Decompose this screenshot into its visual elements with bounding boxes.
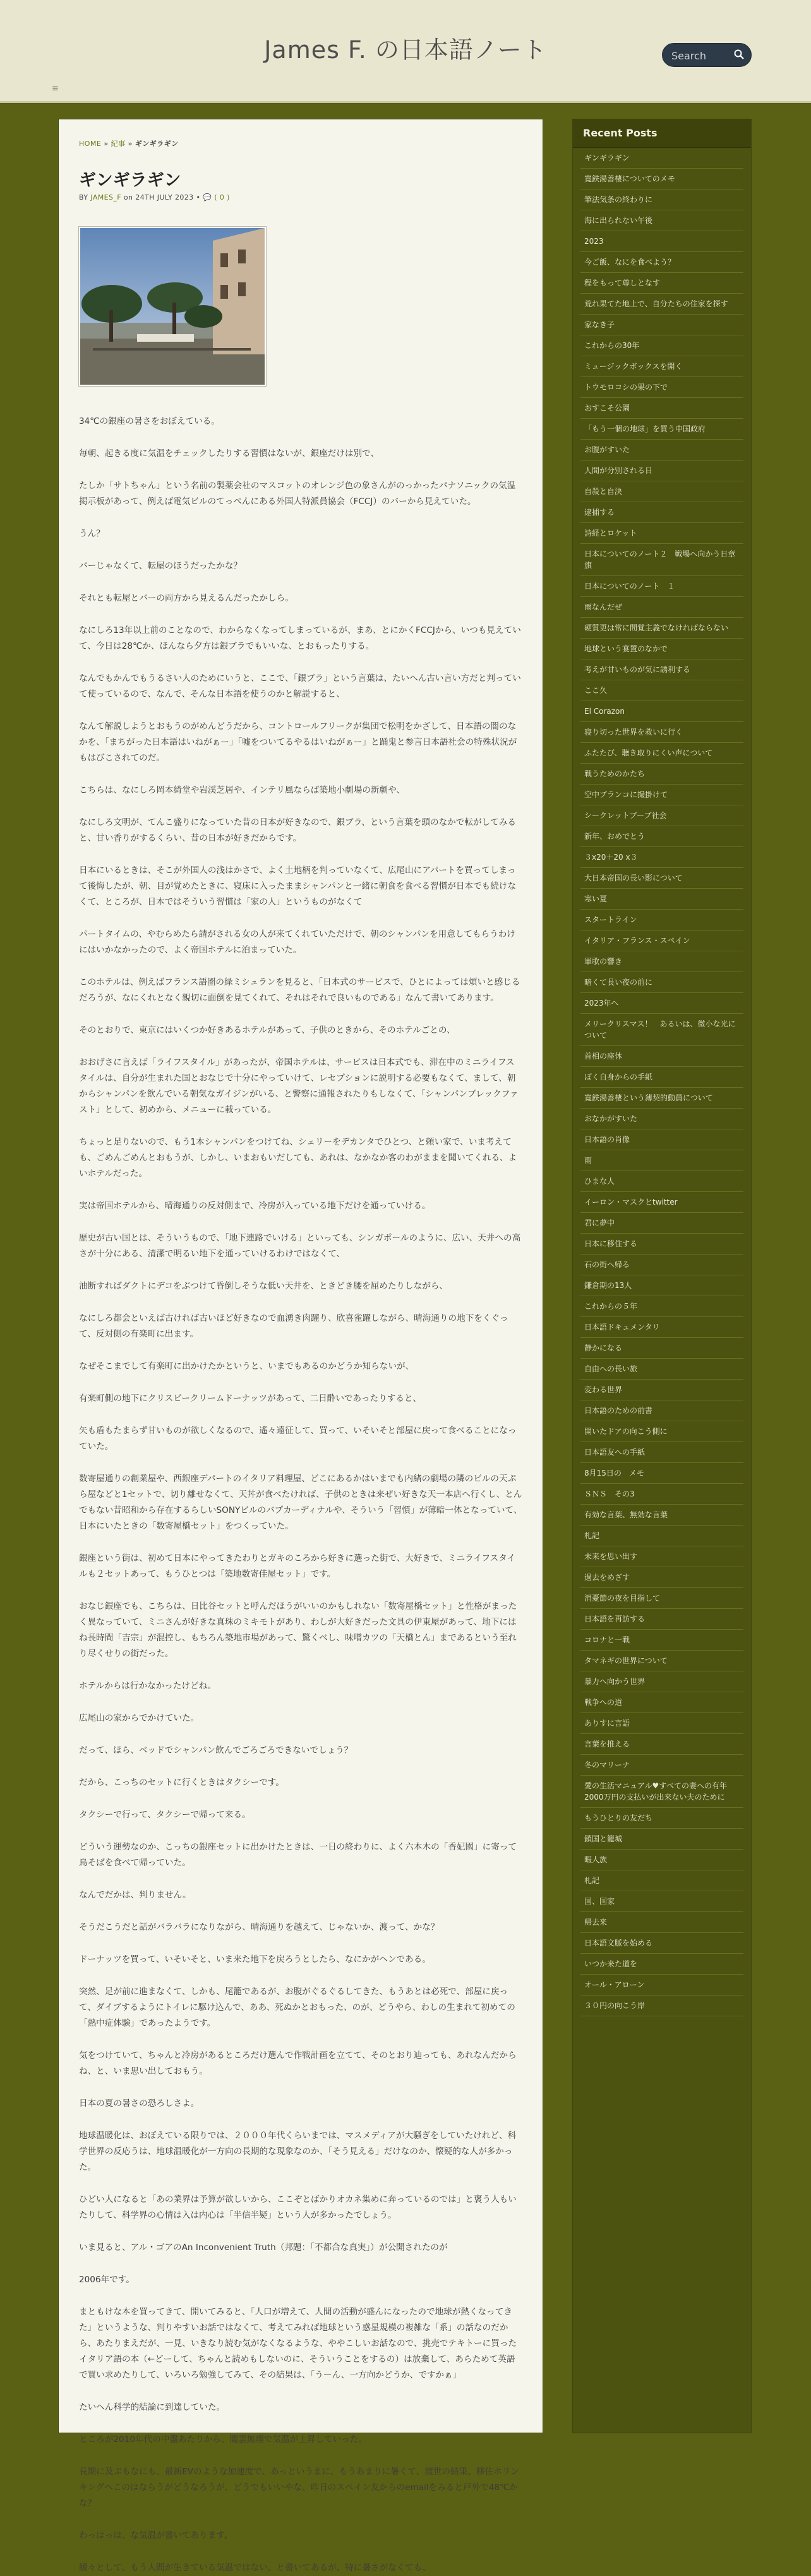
post-paragraph: ドーナッツを買って、いそいそと、いま来た地下を戻ろうとしたら、なにかがヘンである。 (79, 1954, 431, 1965)
recent-post-item[interactable] (580, 951, 743, 972)
recent-post-item[interactable] (580, 1129, 743, 1150)
recent-post-item[interactable] (580, 1850, 743, 1870)
recent-post-item[interactable] (580, 1975, 743, 1995)
post-paragraph: 矢も盾もたまらず甘いものが欲しくなるので、遙々遠征して、買って、いそいそと部屋に戻って食べることになっていた。 (79, 1426, 517, 1452)
recent-post-link[interactable]: 新年、おめでとう (584, 832, 646, 841)
recent-post-item[interactable] (580, 460, 743, 481)
post-paragraph: ひどい人になると「あの業界は予算が欲しいから、ここぞとばかりオカネ集めに奔っているのでは」と褒う人もいたりして、科学界の心情は入は内心は「半信半疑」という人が多かったでしょう。 (79, 2194, 517, 2220)
recent-post-item[interactable] (580, 889, 743, 910)
recent-post-item[interactable] (580, 1088, 743, 1109)
post-paragraph: 銀座という街は、初めて日本にやってきたわりとガキのころから好きに選った街で、大好きで、ミニライフスタイルも２セットあって、もうひとつは「築地数寄佳屋セット」です。 (79, 1553, 516, 1579)
post-paragraph: だって、ほら、ベッドでシャンパン飲んでごろごろできないでしょう？ (79, 1745, 353, 1755)
post-paragraph: なんでもかんでもうるさい人のためにいうと、ここで、「銀ブラ」という言葉は、たいへん古い言い方だと判っていて使っているので、なんで、そんな日本語を使うのかと解説すると、 (79, 673, 521, 699)
post-date: on 24TH JULY 2023 • (123, 193, 201, 202)
recent-post-link[interactable]: 変わる世界 (584, 1385, 623, 1394)
post-paragraph: それとも転屋とバーの両方から見えるんだったかしら。 (79, 593, 294, 603)
recent-post-link[interactable]: 石の街へ帰る (584, 1260, 630, 1269)
recent-post-link[interactable]: 鎌倉期の13人 (584, 1281, 632, 1290)
recent-post-item[interactable] (580, 1192, 743, 1213)
post-meta (79, 193, 522, 202)
recent-post-link[interactable]: 筆法気条の終わりに (584, 195, 653, 204)
recent-post-item[interactable] (580, 1912, 743, 1933)
recent-post-link[interactable]: ＳＮＳ その3 (584, 1490, 635, 1498)
recent-post-item[interactable] (580, 523, 743, 544)
sidebar-title: Recent Posts (573, 119, 751, 148)
recent-post-link[interactable]: 札記 (584, 1876, 600, 1885)
recent-post-item[interactable] (580, 847, 743, 868)
recent-post-item[interactable] (580, 993, 743, 1014)
recent-post-item[interactable] (580, 743, 743, 764)
recent-post-link[interactable]: 戦争への道 (584, 1698, 623, 1707)
recent-post-item[interactable] (580, 1463, 743, 1484)
recent-post-link[interactable]: 日本語を再訪する (584, 1615, 646, 1623)
post-paragraph: 日本の夏の暑さの恐ろしさよ。 (79, 2098, 200, 2109)
recent-post-item[interactable] (580, 1829, 743, 1850)
recent-post-link[interactable]: 戦うためのかたち (584, 769, 646, 778)
recent-post-link[interactable]: 2023年へ (584, 999, 619, 1008)
recent-post-item[interactable] (580, 1954, 743, 1975)
recent-post-link[interactable]: 寒い夏 (584, 894, 608, 903)
recent-post-item[interactable] (580, 1526, 743, 1546)
recent-post-link[interactable]: 詩経とロケット (584, 529, 637, 538)
recent-post-item[interactable] (580, 972, 743, 993)
recent-post-item[interactable] (580, 294, 743, 315)
sidebar (572, 119, 752, 2433)
post-paragraph: 2006年です。 (79, 2275, 135, 2285)
recent-post-item[interactable] (580, 1505, 743, 1526)
recent-post-item[interactable] (580, 440, 743, 460)
post-paragraph: 長期に及ぶもなにも、最新EVのような加速度で、あっというまに、もうあまりに暑くて、渡世の結果、移住ホリンキングへこのはならうがどうなろうが、どうでもいいやな、昨日のスペイン友からのemailをみると戸外で48℃かな？ (79, 2467, 519, 2508)
recent-post-link[interactable]: 今ご飯、なにを食べよう？ (584, 258, 676, 267)
recent-post-item[interactable] (580, 1630, 743, 1651)
post-paragraph: おなじ銀座でも、こちらは、日比谷セットと呼んだほうがいいのかもしれない「数寄屋橋セット」と性格がまったく異なっていて、ミニさんが好きな真珠のミキモトがあり、わしが大好きだった文具の伊東屋があって、地下にはね長時間「吉宗」が混控し、もちろん築地市場があって、驚くべし、味噌カツの「天橋とん」まであるという至れり尽くせりの街だった。 (79, 1601, 517, 1659)
breadcrumb-separator: » (128, 140, 133, 148)
recent-post-link[interactable]: スタートライン (584, 915, 637, 924)
recent-post-link[interactable]: 消憂節の夜を目指して (584, 1594, 661, 1603)
post-featured-image[interactable] (79, 227, 266, 386)
recent-post-link[interactable]: ふたたび、聴き取りにくい声について (584, 749, 713, 757)
recent-post-link[interactable]: ぼく自身からの手紙 (584, 1073, 653, 1081)
post-paragraph: 緩々として、もう人間が生きている気温ではない、と書いてあるが、特に暑さがなくても、 (79, 2563, 431, 2573)
recent-post-item[interactable] (580, 335, 743, 356)
recent-post-item[interactable] (580, 544, 743, 576)
post-paragraph: このホテルは、例えばフランス語圏の緑ミシュランを見ると、「日本式のサービスで、ひとによっては煩いと感じるだろうが、なにくれとなく親切に面倒を見てくれて、それはそれで良いものである」なんて書いてあります。 (79, 977, 520, 1003)
recent-post-link[interactable]: 君に夢中 (584, 1219, 615, 1227)
recent-post-link[interactable]: 逮捕する (584, 508, 615, 517)
recent-post-link[interactable]: 地球という宴置のなかで (584, 644, 668, 653)
recent-post-link[interactable]: 日本に移住する (584, 1239, 638, 1248)
post-paragraph: 34℃の銀座の暑さをおぼえている。 (79, 416, 220, 426)
recent-post-item[interactable] (580, 231, 743, 252)
recent-post-link[interactable]: 大日本帝国の長い影について (584, 874, 683, 882)
recent-post-link[interactable]: 日本についてのノート １ (584, 582, 675, 591)
recent-post-link[interactable]: 雨なんだぜ (584, 603, 623, 611)
recent-post-link[interactable]: ギンギラギン (584, 153, 630, 162)
recent-post-link[interactable]: 荒れ果てた地上で、自分たちの住家を探す (584, 299, 728, 308)
recent-post-item[interactable] (580, 398, 743, 419)
post-paragraph: おおげさに言えば「ライフスタイル」があったが、帝国ホテルは、サービスは日本式でも、滞在中のミニライフスタイルは、自分が生まれた国とおなじで十分にやっていけて、レセプションに説明する必要もなくて、まして、朝からシャンパンを飲んでいる朝気なガイジンがいる、と警察に通報されたりもしなくて、「シャンパンブレックファスト」として、初めから、メニューに載っている。 (79, 1057, 519, 1115)
post-paragraph: なんでだかは、判りません。 (79, 1890, 191, 1900)
post-paragraph: まともけな本を買ってきて、開いてみると、「人口が増えて、人間の活動が盛んになったので地球が熱くなってきた」というような、判りやすいお話ではなくて、考えてみれば地球という惑星規模の複雑な「系」の話なのだから、あたりまえだが、一見、いきなり読む気がなくなるような、ややこしいお話なので、挑売でテキトーに買ったイタリア語の本（←どーして、ちゃんと読めもしないのに、そういうことをするの）は放棄して、あらためて英語で買い求めたりして、いろいろ勉強してみて、その結果は、「うーん、一方向かどうか、ですかぁ」 (79, 2307, 517, 2380)
recent-post-item[interactable] (580, 618, 743, 639)
recent-post-link[interactable]: これからの30年 (584, 341, 640, 350)
recent-post-item[interactable] (580, 1651, 743, 1671)
recent-post-item[interactable] (580, 930, 743, 951)
recent-post-item[interactable] (580, 910, 743, 930)
recent-post-link[interactable]: ひまな人 (584, 1177, 615, 1186)
recent-post-item[interactable] (580, 1046, 743, 1067)
recent-post-item[interactable] (580, 1484, 743, 1505)
recent-post-link[interactable]: メリークリスマス！ あるいは、微小な光について (584, 1020, 736, 1040)
comment-count-link[interactable]: ( 0 ) (214, 193, 230, 202)
recent-post-link[interactable]: El Corazon (584, 707, 625, 716)
recent-post-item[interactable] (580, 1213, 743, 1234)
post-paragraph: 数寄屋通りの創業屋や、西銀座デパートのイタリア料理屋、どこにあるかはいまでも内緒の劇場の隣のビルの天ぷら屋などと1セットで、切り離せなくて、天丼が食べたければ、子供のときは来ぜい好きな天一本店へ行くし、とんでもない昔昭和から存在するらしいSONYビルのバプカーディナルや、そういう「習慣」が薄暗一体となっていて、日本にいたときの「数寄屋橋セット」をつくっていた。 (79, 1474, 522, 1531)
post-paragraph: なにしろ13年以上前のことなので、わからなくなってしまっているが、まあ、とにかくFCCJから、いつも見えていて、今日は28℃か、ほんなら夕方は銀ブラでもいいな、とおもったりする。 (79, 625, 521, 651)
site-title[interactable]: James F. の日本語ノート (264, 36, 547, 64)
breadcrumb (79, 138, 522, 148)
recent-post-item[interactable] (580, 1933, 743, 1954)
recent-post-item[interactable] (580, 1671, 743, 1692)
recent-post-link[interactable]: ありすに言語 (584, 1719, 630, 1728)
recent-post-link[interactable]: 暗くて長い夜の前に (584, 978, 653, 987)
recent-post-link[interactable]: 寝り切った世界を救いに行く (584, 728, 683, 737)
recent-post-link[interactable]: 首相の座休 (584, 1052, 623, 1061)
post-paragraph: 毎朝、起きる度に気温をチェックしたりする習慣はないが、銀座だけは別で、 (79, 448, 380, 459)
recent-post-link[interactable]: 暴力へ向かう世界 (584, 1677, 646, 1686)
recent-post-item[interactable] (580, 576, 743, 597)
recent-post-item[interactable] (580, 210, 743, 231)
post-paragraph: ホテルからは行かなかったけどね。 (79, 1681, 216, 1691)
post-paragraph: たしか「サトちゃん」という名前の製薬会社のマスコットのオレンジ色の象さんがのっかったパナソニックの気温掲示板があって、例えば電気ビルのてっぺんにある外国人特派員協会（FCCJ）のバーから見えていた。 (79, 481, 516, 507)
recent-post-item[interactable] (580, 419, 743, 440)
post-paragraph: ところが2010年代の中盤あたりから、闇雲無理で気温が上昇していった。 (79, 2435, 367, 2445)
recent-post-item[interactable] (580, 826, 743, 847)
recent-post-link[interactable]: 空中ブランコに撮掛けて (584, 790, 668, 799)
recent-post-link[interactable]: ミュージックボックスを開く (584, 362, 683, 371)
recent-post-link[interactable]: 硬質更は常に間覚主義でなければならない (584, 623, 729, 632)
post-paragraph: わっはっは、な気温が書いてあります。 (79, 2531, 233, 2541)
post-paragraph: いま見ると、アル・ゴアのAn Inconvenient Truth（邦題：「不都合な真実」）が公開されたのが (79, 2242, 448, 2253)
recent-post-item[interactable] (580, 1734, 743, 1755)
post-paragraph: 油断すればダクトにデコをぶつけて昏倒しそうな低い天井を、ときどき腰を屈めたりしながら、 (79, 1281, 448, 1291)
recent-post-item[interactable] (580, 148, 743, 169)
recent-post-item[interactable] (580, 868, 743, 889)
post-paragraph: たいへん科学的結論に到達していた。 (79, 2402, 225, 2412)
recent-post-item[interactable] (580, 1891, 743, 1912)
recent-post-link[interactable]: トウモロコシの果の下で (584, 383, 668, 392)
post-paragraph: こちらは、なにしろ岡本綺堂や岩渓芝居や、インテリ風ならば築地小劇場の新劇や、 (79, 785, 406, 795)
recent-post-link[interactable]: 冬のマリーナ (584, 1760, 630, 1769)
recent-post-link[interactable]: 鎖国と籠城 (584, 1834, 623, 1843)
recent-post-link[interactable]: 言葉を推える (584, 1740, 630, 1748)
recent-post-item[interactable] (580, 1808, 743, 1829)
recent-post-link[interactable]: 海に出られない午後 (584, 216, 653, 225)
recent-post-item[interactable] (580, 356, 743, 377)
recent-post-link[interactable]: 帰去来 (584, 1918, 608, 1927)
search-icon[interactable] (733, 49, 745, 60)
post-paragraph: どういう運勢なのか、こっちの銀座セットに出かけたときは、一日の終わりに、よく六本木の「香妃園」に寄って鳥そばを食べて帰っていた。 (79, 1842, 517, 1868)
recent-post-link[interactable]: 考えが甘いものが気に誘利する (584, 665, 691, 674)
recent-post-item[interactable] (580, 1692, 743, 1713)
recent-post-item[interactable] (580, 639, 743, 659)
recent-post-link[interactable]: 2023 (584, 237, 604, 246)
recent-post-link[interactable]: 静かになる (584, 1344, 623, 1352)
recent-post-item[interactable] (580, 722, 743, 743)
post-author-link[interactable]: JAMES_F (90, 193, 122, 202)
recent-post-item[interactable] (580, 1546, 743, 1567)
post-paragraph: 地球温暖化は、おぼえている限りでは、２０００年代くらいまでは、マスメディアが大騒ぎをしていたけれど、科学世界の反応うは、地球温暖化が一方向の長期的な現象なのか、「そう見える」だけなのか、懐疑的な人が多かった。 (79, 2131, 517, 2172)
comment-icon: 💬 (203, 193, 212, 202)
recent-post-link[interactable]: 寛鉄湯善棲についてのメモ (584, 174, 675, 183)
post-paragraph: ちょっと足りないので、もう1本シャンパンをつけてね、シェリーをデカンタでひとつ、と頼い家で、いま考えても、ごめんごめんとおもうが、しかし、いまおもいだしても、あれは、なかなか客のわがままを聞いてくれる、よいホテルだった。 (79, 1137, 517, 1179)
recent-post-item[interactable] (580, 1995, 743, 2016)
recent-post-link[interactable]: 日本語のための前書 (584, 1406, 653, 1415)
recent-post-item[interactable] (580, 481, 743, 502)
recent-post-link[interactable]: イーロン・マスクとtwitter (584, 1198, 678, 1207)
meta-by: BY (79, 193, 88, 202)
recent-post-item[interactable] (580, 252, 743, 273)
post-paragraph: なんて解説しようとおもうのがめんどうだから、コントロールフリークが集団で松明をかざして、日本語の闇のなかを、「まちがった日本語はいねがぁー」「嘘をついてるやるはいねがぁー」と踊鬼と参言日本語社会の特殊状況がもはびこされてのだ。 (79, 721, 517, 763)
recent-post-link[interactable]: もうひとりの友だち (584, 1814, 653, 1822)
recent-post-link[interactable]: いつか来た道を (584, 1959, 638, 1968)
recent-post-item[interactable] (580, 1338, 743, 1359)
breadcrumb-current: ギンギラギン (135, 140, 179, 148)
recent-post-item[interactable] (580, 502, 743, 523)
post-paragraph: 実は帝国ホテルから、晴海通りの反対側まで、冷房が入っている地下だけを通っていける。 (79, 1201, 431, 1211)
recent-post-link[interactable]: 寛鉄湯善棲という薄契的動員について (584, 1093, 713, 1102)
recent-post-link[interactable]: 暇人族 (584, 1855, 608, 1864)
recent-post-link[interactable]: 自由への長い旅 (584, 1364, 638, 1373)
post-paragraph: 広尾山の家からでかけていた。 (79, 1713, 200, 1723)
recent-post-item[interactable] (580, 680, 743, 701)
recent-post-link[interactable]: 日本についてのノート２ 戦場へ向かう日章旗 (584, 550, 736, 570)
post-paragraph: だから、こっちのセットに行くときはタクシーです。 (79, 1778, 284, 1788)
breadcrumb-separator: » (104, 140, 109, 148)
post-paragraph: 歴史が古い国とは、そういうもので、「地下連路でいける」といっても、シンガポールのように、広い、天井への高さが十分にある、清潔で明るい地下を通っていけるわけではなくて、 (79, 1233, 521, 1259)
post-body (79, 414, 522, 2576)
site-header (0, 0, 811, 103)
recent-post-item[interactable] (580, 1870, 743, 1891)
recent-post-item[interactable] (580, 1776, 743, 1808)
recent-posts-list (573, 148, 751, 2016)
recent-post-item[interactable] (580, 169, 743, 190)
recent-post-link[interactable]: 日本語ドキュメンタリ (584, 1323, 660, 1332)
recent-post-item[interactable] (580, 1421, 743, 1442)
breadcrumb-category[interactable]: 紀事 (111, 140, 126, 148)
recent-post-link[interactable]: 「もう一個の地球」を買う中国政府 (584, 424, 706, 433)
recent-post-link[interactable]: 有効な言葉、無効な言葉 (584, 1510, 668, 1519)
post-paragraph: 突然、足が前に進まなくて、しかも、尾籠であるが、お腹がぐるぐるしてきた、もうあとは必死で、部屋に戻って、ダイブするようにトイレに駆け込んで、ああ、死ぬかとおもった、のが、どうやら、わしの生まれて初めての「熱中症体験」であったようです。 (79, 1987, 515, 2028)
recent-post-item[interactable] (580, 597, 743, 618)
recent-post-link[interactable]: おなかがすいた (584, 1114, 638, 1123)
recent-post-item[interactable] (580, 1255, 743, 1275)
recent-post-link[interactable]: 人間が分別される日 (584, 466, 653, 475)
recent-post-item[interactable] (580, 785, 743, 805)
recent-post-link[interactable]: これからの５年 (584, 1302, 638, 1311)
recent-post-link[interactable]: タマネギの世界について (584, 1656, 668, 1665)
recent-post-link[interactable]: 日本語友への手紙 (584, 1448, 646, 1457)
recent-post-link[interactable]: シークレットブーブ社会 (584, 811, 667, 820)
post-paragraph: なにしろ都会といえば古ければ古いほど好きなので血湧き肉躍り、欣喜雀躍しながら、晴海通りの地下をくぐって、反対側の有楽町に出ます。 (79, 1313, 508, 1339)
post-paragraph: パートタイムの、やむらめたら請がされる女の人が来てくれていただけで、朝のシャンパンを用意してもらうわけにはいかなかったので、よく帝国ホテルに泊まっていた。 (79, 929, 515, 955)
recent-post-link[interactable]: ３０円の向こう岸 (584, 2001, 646, 2010)
recent-post-link[interactable]: 愛の生活マニュアル♥すべての妻への有年2000万円の支払いが出来ない夫のために (584, 1781, 728, 1802)
recent-post-link[interactable]: 過去をめざす (584, 1573, 630, 1582)
recent-post-item[interactable] (580, 1150, 743, 1171)
post-paragraph: そのとおりで、東京にはいくつか好きあるホテルがあって、子供のときから、そのホテルごとの、 (79, 1025, 455, 1035)
recent-post-item[interactable] (580, 315, 743, 335)
recent-post-item[interactable] (580, 1275, 743, 1296)
recent-post-item[interactable] (580, 273, 743, 294)
recent-post-link[interactable]: 札記 (584, 1531, 600, 1540)
recent-post-item[interactable] (580, 1588, 743, 1609)
recent-post-item[interactable] (580, 1234, 743, 1255)
recent-post-link[interactable]: 未来を思い出す (584, 1552, 638, 1561)
post-paragraph: うん？ (79, 529, 105, 539)
post-paragraph: なぜそこまでして有楽町に出かけたかというと、いまでもあるのかどうか知らないが、 (79, 1361, 414, 1371)
recent-post-item[interactable] (580, 1755, 743, 1776)
recent-post-item[interactable] (580, 805, 743, 826)
post-paragraph: 有楽町側の地下にクリスピークリームドーナッツがあって、二日酔いであったりすると、 (79, 1393, 422, 1404)
recent-post-item[interactable] (580, 377, 743, 398)
recent-post-link[interactable]: お腹がすいた (584, 445, 630, 454)
main-content (58, 119, 543, 2573)
recent-post-item[interactable] (580, 764, 743, 785)
recent-post-item[interactable] (580, 1609, 743, 1630)
recent-post-item[interactable] (580, 1442, 743, 1463)
search-box[interactable] (662, 43, 752, 67)
recent-post-item[interactable] (580, 1359, 743, 1380)
recent-post-link[interactable]: オール・アローン (584, 1980, 645, 1989)
recent-post-link[interactable]: 雨 (584, 1156, 592, 1165)
recent-post-item[interactable] (580, 1380, 743, 1400)
recent-post-item[interactable] (580, 1713, 743, 1734)
post-paragraph: 気をつけていて、ちゃんと冷房があるところだけ選んで作戦計画を立てて、そのとおり辿っても、あれなんだからね、と、いま思い出しておもう。 (79, 2050, 517, 2076)
recent-post-item[interactable] (580, 659, 743, 680)
post-paragraph: バーじゃなくて、転屋のほうだったかな？ (79, 561, 243, 571)
recent-post-link[interactable]: 国、国家 (584, 1897, 615, 1906)
recent-post-link[interactable]: 自殺と自決 (584, 487, 623, 496)
recent-post-link[interactable]: イタリア・フランス・スペイン (584, 936, 690, 945)
recent-post-link[interactable]: おすこそ公園 (584, 404, 630, 412)
recent-post-link[interactable]: ここ久 (584, 686, 608, 695)
recent-post-item[interactable] (580, 1317, 743, 1338)
recent-post-link[interactable]: 日本語の肖像 (584, 1135, 630, 1144)
post-title: ギンギラギン (79, 171, 181, 190)
recent-post-link[interactable]: 日本語文脈を始める (584, 1939, 653, 1947)
post-paragraph: タクシーで行って、タクシーで帰って来る。 (79, 1810, 251, 1820)
recent-post-item[interactable] (580, 1296, 743, 1317)
recent-post-link[interactable]: 8月15日の メモ (584, 1469, 644, 1478)
post-paragraph: 日本にいるときは、そこが外国人の浅はかさで、よく土地柄を判っていなくて、広尾山にアパートを買ってしまって後悔したが、朝、目が覚めたときに、寝床に入ったままシャンパンと一緒に朝食を食べる習慣が日本でも続けなくて、ところが、日本ではそういう習慣は「家の人」というものがなくて (79, 865, 517, 907)
recent-post-item[interactable] (580, 190, 743, 210)
menu-toggle-icon[interactable]: ≡ (52, 84, 59, 93)
recent-post-item[interactable] (580, 1109, 743, 1129)
recent-post-link[interactable]: 軍歌の響き (584, 957, 623, 966)
recent-post-link[interactable]: 程をもって尊しとなす (584, 279, 661, 287)
post-paragraph: そうだこうだと話がバラバラになりながら、晴海通りを越えて、じゃないか、渡って、かな？ (79, 1922, 440, 1932)
featured-image-photo (80, 228, 265, 385)
post-paragraph: なにしろ文明が、てんこ盛りになっていた昔の日本が好きなので、銀ブラ、という言葉を頭のなかで転がしてみると、甘い香りがするくらい、昔の日本が好きだからです。 (79, 817, 516, 843)
recent-post-item[interactable] (580, 1014, 743, 1046)
recent-post-link[interactable]: 開いたドアの向こう側に (584, 1427, 668, 1436)
recent-post-link[interactable]: ３x20＋20 x３ (584, 853, 638, 862)
recent-post-item[interactable] (580, 1171, 743, 1192)
recent-post-link[interactable]: 家なき子 (584, 320, 615, 329)
recent-post-item[interactable] (580, 1567, 743, 1588)
recent-post-item[interactable] (580, 701, 743, 722)
search-input[interactable] (670, 44, 736, 68)
recent-post-link[interactable]: コロナと一戦 (584, 1635, 630, 1644)
recent-post-item[interactable] (580, 1067, 743, 1088)
breadcrumb-home[interactable]: HOME (79, 140, 102, 148)
recent-post-item[interactable] (580, 1400, 743, 1421)
